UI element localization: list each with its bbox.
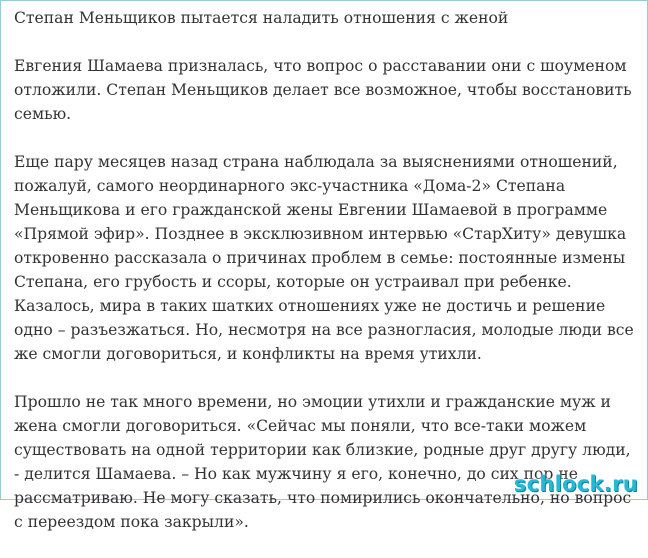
- article-lead-paragraph: Евгения Шамаева призналась, что вопрос о расставании они с шоуменом отложили. Степан Меньщиков делает все возможное, чтобы восстановить семью.: [14, 57, 632, 123]
- article-title: Степан Меньщиков пытается наладить отношения с женой: [14, 9, 509, 27]
- article-paragraph: Еще пару месяцев назад страна наблюдала за выяснениями отношений, пожалуй, самого неординарного экс-участника «Дома-2» Степана Меньщикова и его гражданской жены Евгении Шамаевой в программе «Прямой эфир». Позднее в эксклюзивном интервью «СтарХиту» девушка откровенно рассказала о причинах проблем в семье: постоянные измены Степана, его грубость и ссоры, которые он устраивал при ребенке. Казалось, мира в таких шатких отношениях уже не достичь и решение одно – разъезжаться. Но, несмотря на все разногласия, молодые люди все же смогли договориться, и конфликты на время утихли.: [14, 153, 634, 363]
- article-paragraph: Прошло не так много времени, но эмоции утихли и гражданские муж и жена смогли договориться. «Сейчас мы поняли, что все-таки можем существовать на одной территории как близкие, родные друг другу люди, - делится Шамаева. – Но как мужчину я его, конечно, до сих пор не рассматриваю. Не могу сказать, что помирились окончательно, но вопрос с переездом пока закрыли».: [14, 393, 632, 531]
- site-watermark: schlock.ru: [513, 472, 638, 496]
